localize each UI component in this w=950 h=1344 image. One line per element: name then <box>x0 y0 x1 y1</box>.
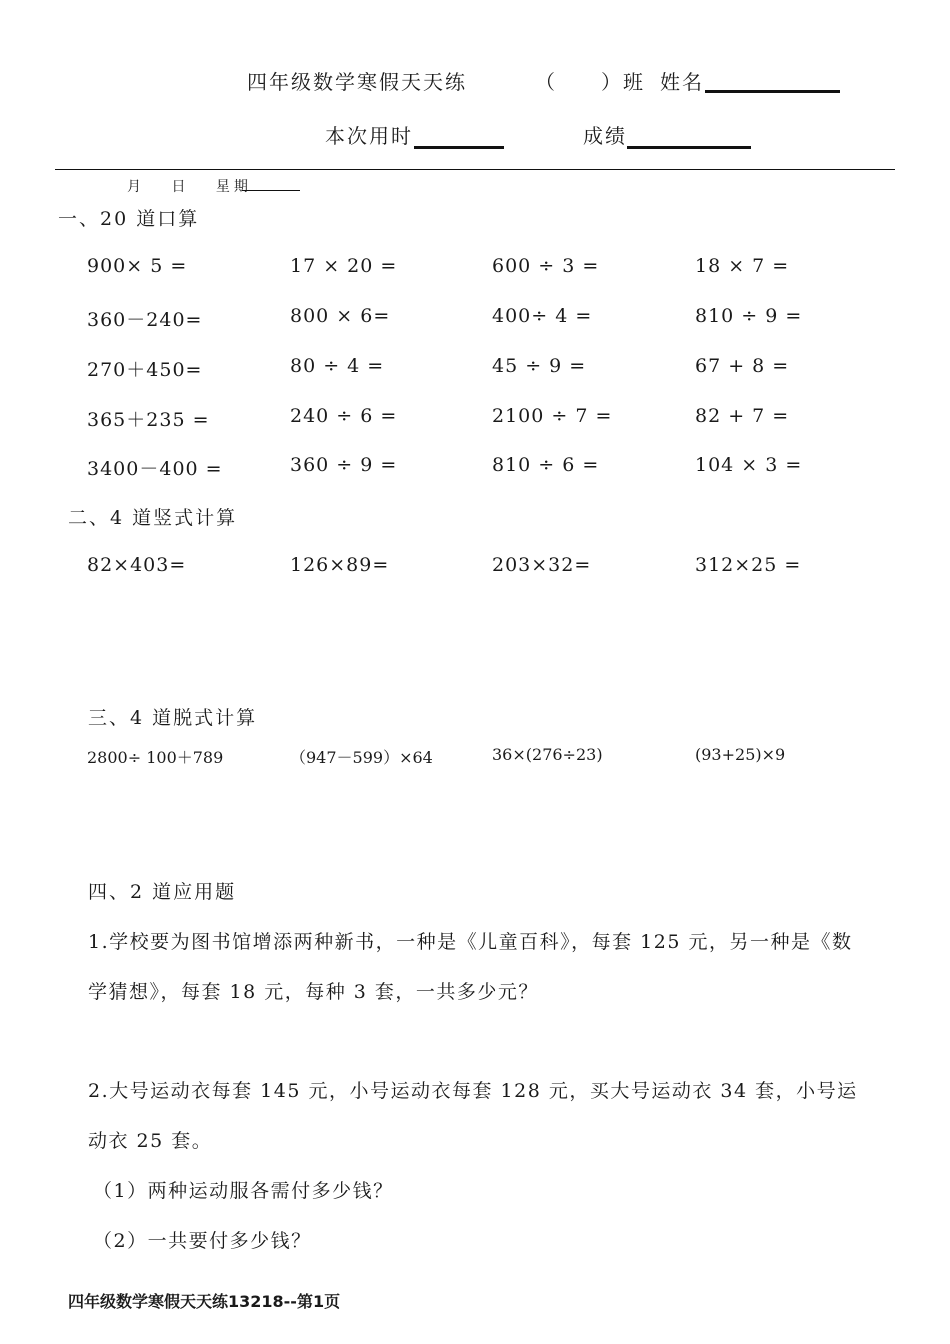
section-3-title: 三、4 道脱式计算 <box>88 707 258 729</box>
stepwise-problem: 2800÷ 100＋789 <box>87 748 224 767</box>
worksheet-title: 四年级数学寒假天天练 <box>247 70 467 94</box>
class-label: （ ）班 <box>535 70 645 94</box>
oral-problem: 82 + 7 = <box>695 405 790 427</box>
oral-problem: 270＋450= <box>87 359 203 381</box>
oral-problem: 810 ÷ 9 = <box>695 305 803 327</box>
page-footer: 四年级数学寒假天天练13218--第1页 <box>68 1292 341 1311</box>
oral-problem: 80 ÷ 4 = <box>290 355 385 377</box>
oral-problem: 18 × 7 = <box>695 255 790 277</box>
date-line: 月 日 星期 <box>127 179 252 195</box>
time-blank[interactable] <box>414 146 504 149</box>
word-problem-1-line-2: 学猜想》，每套 18 元，每种 3 套，一共多少元？ <box>88 981 539 1003</box>
vertical-problem: 203×32= <box>492 554 592 576</box>
stepwise-problem: (93+25)×9 <box>695 745 786 764</box>
oral-problem: 45 ÷ 9 = <box>492 355 587 377</box>
oral-problem: 600 ÷ 3 = <box>492 255 600 277</box>
word-problem-2-subquestion-1: （1）两种运动服各需付多少钱？ <box>93 1180 394 1202</box>
section-1-title: 一、20 道口算 <box>58 208 200 230</box>
word-problem-2-subquestion-2: （2）一共要付多少钱？ <box>93 1230 312 1252</box>
oral-problem: 900× 5 = <box>87 255 188 277</box>
word-problem-2-line-2: 动衣 25 套。 <box>88 1130 213 1152</box>
section-4-title: 四、2 道应用题 <box>88 881 237 903</box>
oral-problem: 17 × 20 = <box>290 255 398 277</box>
stepwise-problem: 36×(276÷23) <box>492 745 603 764</box>
oral-problem: 67 + 8 = <box>695 355 790 377</box>
oral-problem: 365＋235 = <box>87 409 210 431</box>
word-problem-1-line-1: 1.学校要为图书馆增添两种新书，一种是《儿童百科》，每套 125 元，另一种是《数 <box>88 931 853 953</box>
section-2-title: 二、4 道竖式计算 <box>68 507 238 529</box>
name-blank[interactable] <box>705 90 840 93</box>
header-divider <box>55 169 895 170</box>
oral-problem: 360 ÷ 9 = <box>290 454 398 476</box>
stepwise-problem: （947－599）×64 <box>290 748 433 767</box>
oral-problem: 800 × 6= <box>290 305 391 327</box>
weekday-blank[interactable] <box>242 190 300 191</box>
word-problem-2-line-1: 2.大号运动衣每套 145 元，小号运动衣每套 128 元，买大号运动衣 34 套，小号运 <box>88 1080 858 1102</box>
name-label: 姓名 <box>660 70 704 94</box>
score-blank[interactable] <box>627 146 751 149</box>
oral-problem: 400÷ 4 = <box>492 305 593 327</box>
oral-problem: 810 ÷ 6 = <box>492 454 600 476</box>
time-label: 本次用时 <box>325 124 413 148</box>
oral-problem: 3400－400 = <box>87 458 223 480</box>
vertical-problem: 82×403= <box>87 554 187 576</box>
oral-problem: 360－240= <box>87 309 203 331</box>
vertical-problem: 312×25 = <box>695 554 802 576</box>
vertical-problem: 126×89= <box>290 554 390 576</box>
oral-problem: 240 ÷ 6 = <box>290 405 398 427</box>
score-label: 成绩 <box>583 124 627 148</box>
oral-problem: 104 × 3 = <box>695 454 803 476</box>
oral-problem: 2100 ÷ 7 = <box>492 405 613 427</box>
